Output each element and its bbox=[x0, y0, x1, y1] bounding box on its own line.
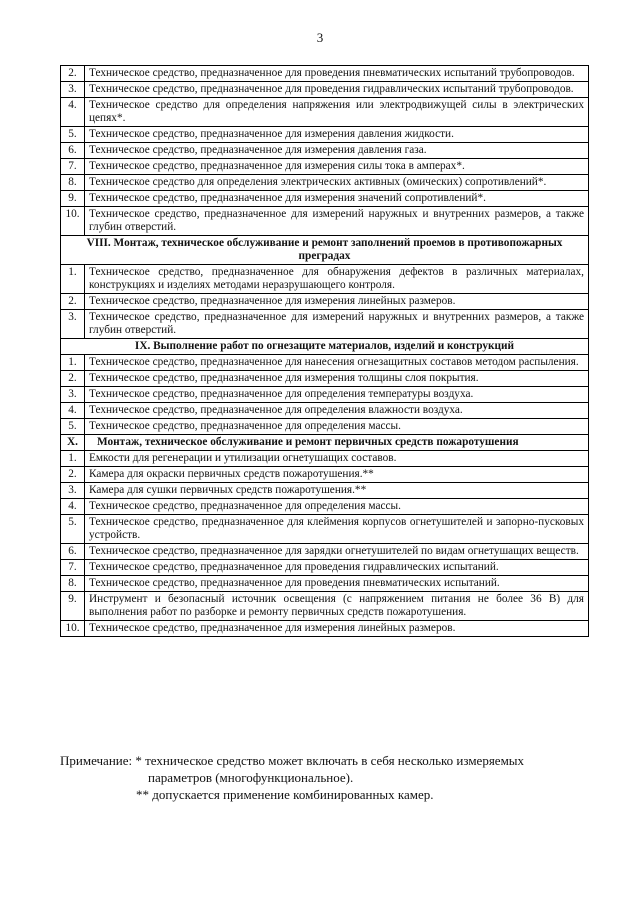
row-text: Техническое средство, предназначенное для измерения давления жидкости. bbox=[85, 127, 589, 143]
row-text: Техническое средство, предназначенное для измерений наружных и внутренних размеров, а также глубин отверстий. bbox=[85, 310, 589, 339]
row-text: Техническое средство, предназначенное для проведения гидравлических испытаний трубопроводов. bbox=[85, 82, 589, 98]
table-row bbox=[61, 621, 589, 637]
row-number: 3. bbox=[61, 82, 85, 98]
row-number: 4. bbox=[61, 98, 85, 127]
section-number: X. bbox=[61, 435, 85, 451]
row-number: 1. bbox=[61, 355, 85, 371]
note-line-3: ** допускается применение комбинированных камер. bbox=[136, 787, 434, 802]
row-number: 4. bbox=[61, 403, 85, 419]
row-text: Камера для сушки первичных средств пожаротушения.** bbox=[85, 483, 589, 499]
row-text: Техническое средство, предназначенное для определения массы. bbox=[85, 419, 589, 435]
row-text: Техническое средство, предназначенное для зарядки огнетушителей по видам огнетушащих веществ. bbox=[85, 544, 589, 560]
row-text: Техническое средство, предназначенное для определения влажности воздуха. bbox=[85, 403, 589, 419]
row-number: 3. bbox=[61, 310, 85, 339]
row-text: Емкости для регенерации и утилизации огнетушащих составов. bbox=[85, 451, 589, 467]
row-number: 1. bbox=[61, 451, 85, 467]
notes-block bbox=[60, 752, 620, 803]
row-text: Техническое средство, предназначенное для измерения линейных размеров. bbox=[85, 621, 589, 637]
table-row bbox=[61, 544, 589, 560]
row-number: 1. bbox=[61, 265, 85, 294]
row-number: 3. bbox=[61, 483, 85, 499]
row-number: 5. bbox=[61, 419, 85, 435]
row-text: Техническое средство, предназначенное для проведения гидравлических испытаний. bbox=[85, 560, 589, 576]
row-number: 8. bbox=[61, 175, 85, 191]
table-row bbox=[61, 294, 589, 310]
table-row bbox=[61, 403, 589, 419]
row-text: Техническое средство, предназначенное для нанесения огнезащитных составов методом распыления. bbox=[85, 355, 589, 371]
section-heading: IX. Выполнение работ по огнезащите материалов, изделий и конструкций bbox=[61, 339, 589, 355]
row-number: 9. bbox=[61, 592, 85, 621]
row-text: Техническое средство, предназначенное для измерений наружных и внутренних размеров, а также глубин отверстий. bbox=[85, 207, 589, 236]
row-text: Техническое средство, предназначенное для измерения значений сопротивлений*. bbox=[85, 191, 589, 207]
section-heading: Монтаж, техническое обслуживание и ремонт первичных средств пожаротушения bbox=[85, 435, 589, 451]
row-text: Техническое средство, предназначенное для определения массы. bbox=[85, 499, 589, 515]
row-text: Камера для окраски первичных средств пожаротушения.** bbox=[85, 467, 589, 483]
table-row bbox=[61, 451, 589, 467]
row-number: 7. bbox=[61, 560, 85, 576]
table-row bbox=[61, 592, 589, 621]
table-row bbox=[61, 98, 589, 127]
row-number: 5. bbox=[61, 515, 85, 544]
table-row bbox=[61, 515, 589, 544]
section-heading-row bbox=[61, 435, 589, 451]
row-text: Техническое средство, предназначенное для проведения пневматических испытаний трубопроводов. bbox=[85, 66, 589, 82]
row-number: 6. bbox=[61, 544, 85, 560]
table-row bbox=[61, 419, 589, 435]
note-line-2: параметров (многофункциональное). bbox=[148, 770, 354, 785]
table-row bbox=[61, 143, 589, 159]
table-row bbox=[61, 191, 589, 207]
row-number: 5. bbox=[61, 127, 85, 143]
section-heading-row bbox=[61, 339, 589, 355]
row-text: Техническое средство, предназначенное для измерения силы тока в амперах*. bbox=[85, 159, 589, 175]
note-line-1: Примечание: * техническое средство может включать в себя несколько измеряемых bbox=[60, 753, 525, 768]
row-number: 7. bbox=[61, 159, 85, 175]
equipment-table bbox=[60, 65, 589, 637]
row-text: Техническое средство, предназначенное для проведения пневматических испытаний. bbox=[85, 576, 589, 592]
table-row bbox=[61, 560, 589, 576]
table-row bbox=[61, 387, 589, 403]
table-row bbox=[61, 127, 589, 143]
row-text: Техническое средство, предназначенное для клеймения корпусов огнетушителей и запорно-пусковых устройств. bbox=[85, 515, 589, 544]
row-number: 2. bbox=[61, 294, 85, 310]
row-text: Техническое средство, предназначенное для измерения давления газа. bbox=[85, 143, 589, 159]
row-text: Техническое средство, предназначенное для измерения линейных размеров. bbox=[85, 294, 589, 310]
row-number: 6. bbox=[61, 143, 85, 159]
table-row bbox=[61, 310, 589, 339]
equipment-table-body bbox=[61, 66, 589, 637]
table-row bbox=[61, 82, 589, 98]
table-row bbox=[61, 467, 589, 483]
section-heading-row bbox=[61, 236, 589, 265]
row-number: 8. bbox=[61, 576, 85, 592]
row-text: Техническое средство для определения напряжения или электродвижущей силы в электрических цепях*. bbox=[85, 98, 589, 127]
row-text: Техническое средство, предназначенное для измерения толщины слоя покрытия. bbox=[85, 371, 589, 387]
row-number: 2. bbox=[61, 467, 85, 483]
row-text: Инструмент и безопасный источник освещения (с напряжением питания не более 36 В) для выполнения работ по разборке и ремонту первичных средств пожаротушения. bbox=[85, 592, 589, 621]
row-text: Техническое средство, предназначенное для определения температуры воздуха. bbox=[85, 387, 589, 403]
row-number: 3. bbox=[61, 387, 85, 403]
row-text: Техническое средство для определения электрических активных (омических) сопротивлений*. bbox=[85, 175, 589, 191]
row-number: 10. bbox=[61, 621, 85, 637]
table-row bbox=[61, 66, 589, 82]
row-number: 9. bbox=[61, 191, 85, 207]
table-row bbox=[61, 175, 589, 191]
table-row bbox=[61, 355, 589, 371]
table-row bbox=[61, 483, 589, 499]
row-text: Техническое средство, предназначенное для обнаружения дефектов в различных материалах, конструкциях и изделиях методами неразрушающего контроля. bbox=[85, 265, 589, 294]
row-number: 10. bbox=[61, 207, 85, 236]
table-row bbox=[61, 499, 589, 515]
table-row bbox=[61, 207, 589, 236]
row-number: 4. bbox=[61, 499, 85, 515]
table-row bbox=[61, 576, 589, 592]
section-heading: VIII. Монтаж, техническое обслуживание и ремонт заполнений проемов в противопожарных преградах bbox=[61, 236, 589, 265]
row-number: 2. bbox=[61, 66, 85, 82]
table-row bbox=[61, 371, 589, 387]
row-number: 2. bbox=[61, 371, 85, 387]
table-row bbox=[61, 159, 589, 175]
page-number: 3 bbox=[316, 30, 324, 45]
table-row bbox=[61, 265, 589, 294]
